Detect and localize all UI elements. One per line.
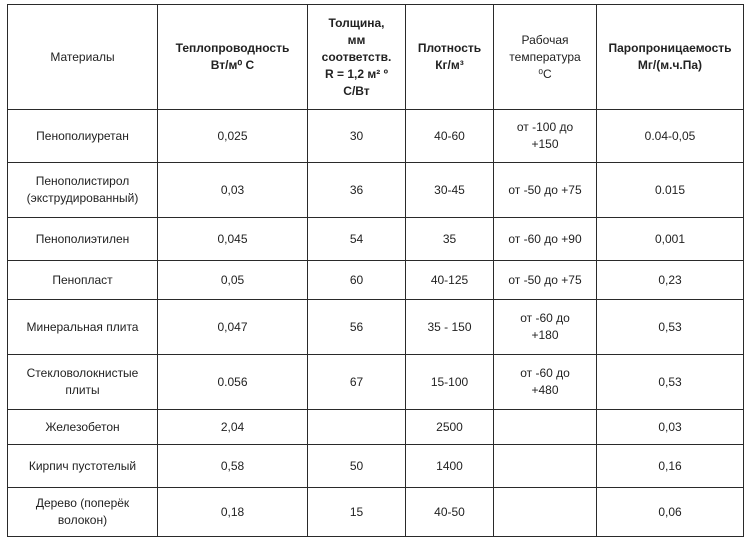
cell-temperature — [494, 488, 597, 537]
header-material: Материалы — [8, 5, 158, 110]
cell-conductivity: 0,58 — [158, 445, 308, 488]
table-row — [8, 163, 744, 218]
cell-thickness: 36 — [308, 163, 406, 218]
table-row — [8, 218, 744, 261]
cell-density: 1400 — [406, 445, 494, 488]
table-row — [8, 410, 744, 445]
cell-conductivity: 0,047 — [158, 300, 308, 355]
cell-thickness: 56 — [308, 300, 406, 355]
table-row — [8, 110, 744, 163]
header-conductivity: Теплопроводность Вт/м⁰ С — [158, 5, 308, 110]
cell-material: Пенополистирол (экструдированный) — [8, 163, 158, 218]
cell-density: 35 — [406, 218, 494, 261]
header-density: Плотность Кг/м³ — [406, 5, 494, 110]
cell-permeability: 0.04-0,05 — [597, 110, 744, 163]
cell-thickness: 50 — [308, 445, 406, 488]
cell-permeability: 0,53 — [597, 355, 744, 410]
cell-temperature: от -60 до +180 — [494, 300, 597, 355]
header-row — [8, 5, 744, 110]
cell-permeability: 0,03 — [597, 410, 744, 445]
cell-density: 40-60 — [406, 110, 494, 163]
cell-permeability: 0,23 — [597, 261, 744, 300]
header-permeability: Паропроницаемость Мг/(м.ч.Па) — [597, 5, 744, 110]
table-row — [8, 445, 744, 488]
cell-conductivity: 0.056 — [158, 355, 308, 410]
cell-density: 15-100 — [406, 355, 494, 410]
cell-temperature — [494, 445, 597, 488]
cell-permeability: 0,53 — [597, 300, 744, 355]
cell-material: Пенопласт — [8, 261, 158, 300]
materials-table — [7, 4, 744, 537]
table-row — [8, 261, 744, 300]
cell-density: 40-125 — [406, 261, 494, 300]
cell-temperature: от -60 до +480 — [494, 355, 597, 410]
cell-material: Стекловолокнистые плиты — [8, 355, 158, 410]
cell-material: Пенополиэтилен — [8, 218, 158, 261]
cell-thickness: 67 — [308, 355, 406, 410]
cell-density: 30-45 — [406, 163, 494, 218]
table-wrapper — [7, 4, 744, 537]
cell-temperature: от -50 до +75 — [494, 261, 597, 300]
cell-thickness: 54 — [308, 218, 406, 261]
cell-material: Пенополиуретан — [8, 110, 158, 163]
cell-density: 35 - 150 — [406, 300, 494, 355]
cell-conductivity: 0,18 — [158, 488, 308, 537]
cell-material: Минеральная плита — [8, 300, 158, 355]
cell-thickness: 30 — [308, 110, 406, 163]
cell-temperature: от -100 до +150 — [494, 110, 597, 163]
table-row — [8, 300, 744, 355]
cell-permeability: 0.015 — [597, 163, 744, 218]
cell-density: 2500 — [406, 410, 494, 445]
header-thickness: Толщина, мм соответств. R = 1,2 м² º С/Вт — [308, 5, 406, 110]
cell-conductivity: 2,04 — [158, 410, 308, 445]
cell-temperature: от -50 до +75 — [494, 163, 597, 218]
cell-permeability: 0,001 — [597, 218, 744, 261]
cell-material: Кирпич пустотелый — [8, 445, 158, 488]
cell-temperature — [494, 410, 597, 445]
cell-conductivity: 0,03 — [158, 163, 308, 218]
cell-conductivity: 0,045 — [158, 218, 308, 261]
header-temperature: Рабочая температура ⁰С — [494, 5, 597, 110]
cell-thickness: 60 — [308, 261, 406, 300]
table-row — [8, 488, 744, 537]
cell-thickness — [308, 410, 406, 445]
cell-conductivity: 0,025 — [158, 110, 308, 163]
cell-permeability: 0,06 — [597, 488, 744, 537]
cell-conductivity: 0,05 — [158, 261, 308, 300]
table-row — [8, 355, 744, 410]
cell-material: Дерево (поперёк волокон) — [8, 488, 158, 537]
cell-permeability: 0,16 — [597, 445, 744, 488]
cell-material: Железобетон — [8, 410, 158, 445]
cell-thickness: 15 — [308, 488, 406, 537]
cell-density: 40-50 — [406, 488, 494, 537]
cell-temperature: от -60 до +90 — [494, 218, 597, 261]
